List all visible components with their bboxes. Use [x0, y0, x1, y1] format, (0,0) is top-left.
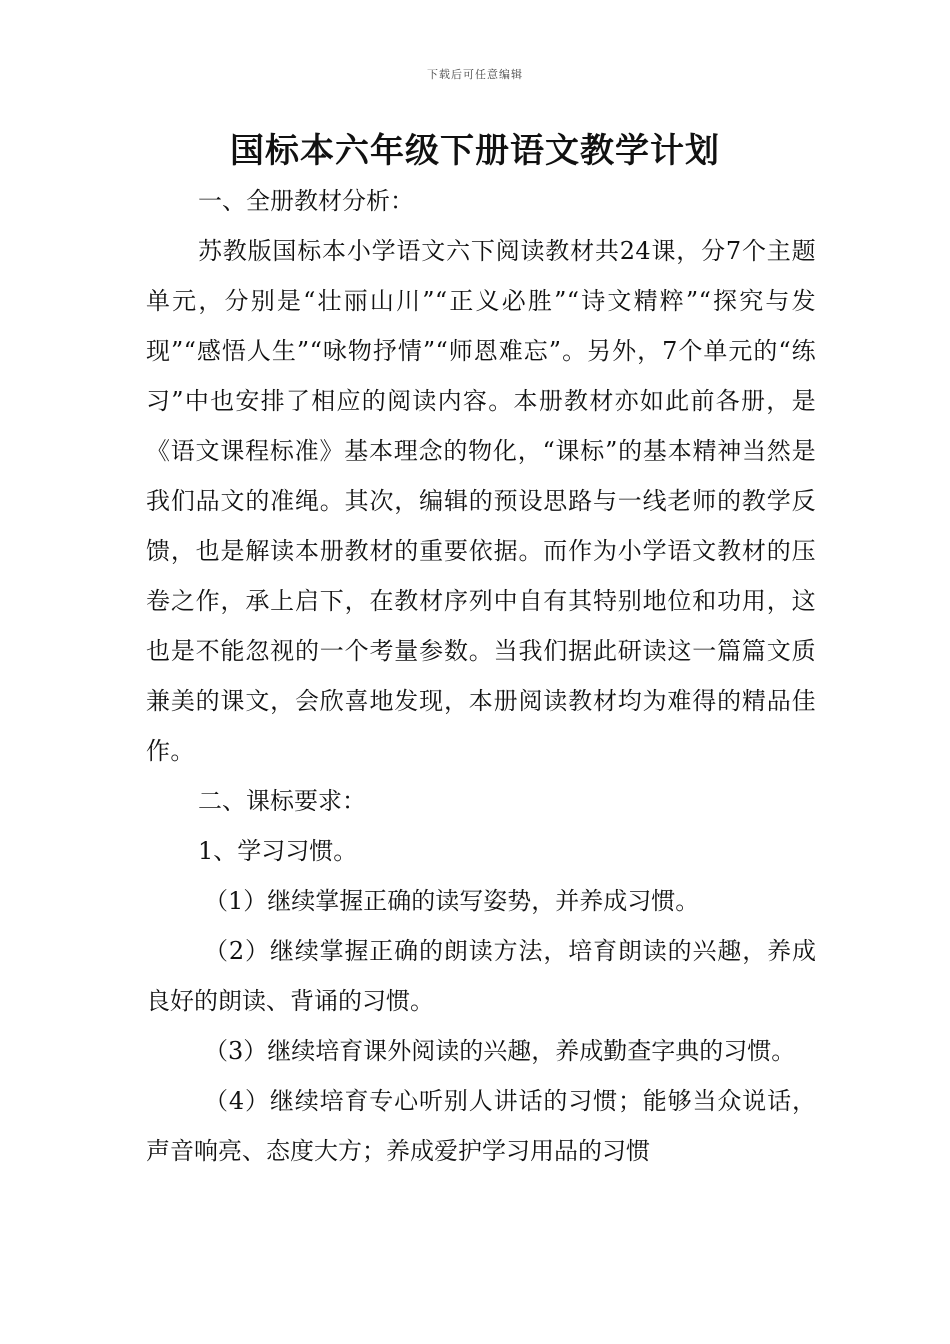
document-body — [146, 176, 816, 1176]
list-item-habit-3: （3）继续培育课外阅读的兴趣，养成勤查字典的习惯。 — [204, 1037, 796, 1065]
page-title: 国标本六年级下册语文教学计划 — [230, 131, 720, 171]
header-note: 下载后可任意编辑 — [427, 68, 523, 81]
subheading-study-habits: 1、学习习惯。 — [198, 837, 358, 865]
list-item-habit-2: （2）继续掌握正确的朗读方法，培育朗读的兴趣，养成良好的朗读、背诵的习惯。 — [146, 937, 816, 1015]
list-item-habit-4: （4）继续培育专心听别人讲话的习惯；能够当众说话，声音响亮、态度大方；养成爱护学习用品的习惯 — [146, 1087, 816, 1165]
section-heading-textbook-analysis: 一、全册教材分析： — [198, 187, 414, 215]
list-item-habit-1: （1）继续掌握正确的读写姿势，并养成习惯。 — [204, 887, 700, 915]
paragraph-textbook-analysis: 苏教版国标本小学语文六下阅读教材共24课，分7个主题单元，分别是“壮丽山川”“正义必胜”“诗文精粹”“探究与发现”“感悟人生”“咏物抒情”“师恩难忘”。另外，7个单元的“练习”中也安排了相应的阅读内容。本册教材亦如此前各册，是《语文课程标准》基本理念的物化，“课标”的基本精神当然是我们品文的准绳。其次，编辑的预设思路与一线老师的教学反馈，也是解读本册教材的重要依据。而作为小学语文教材的压卷之作，承上启下，在教材序列中自有其特别地位和功用，这也是不能忽视的一个考量参数。当我们据此研读这一篇篇文质兼美的课文，会欣喜地发现，本册阅读教材均为难得的精品佳作。 — [146, 237, 816, 765]
section-heading-curriculum-requirements: 二、课标要求： — [198, 787, 366, 815]
